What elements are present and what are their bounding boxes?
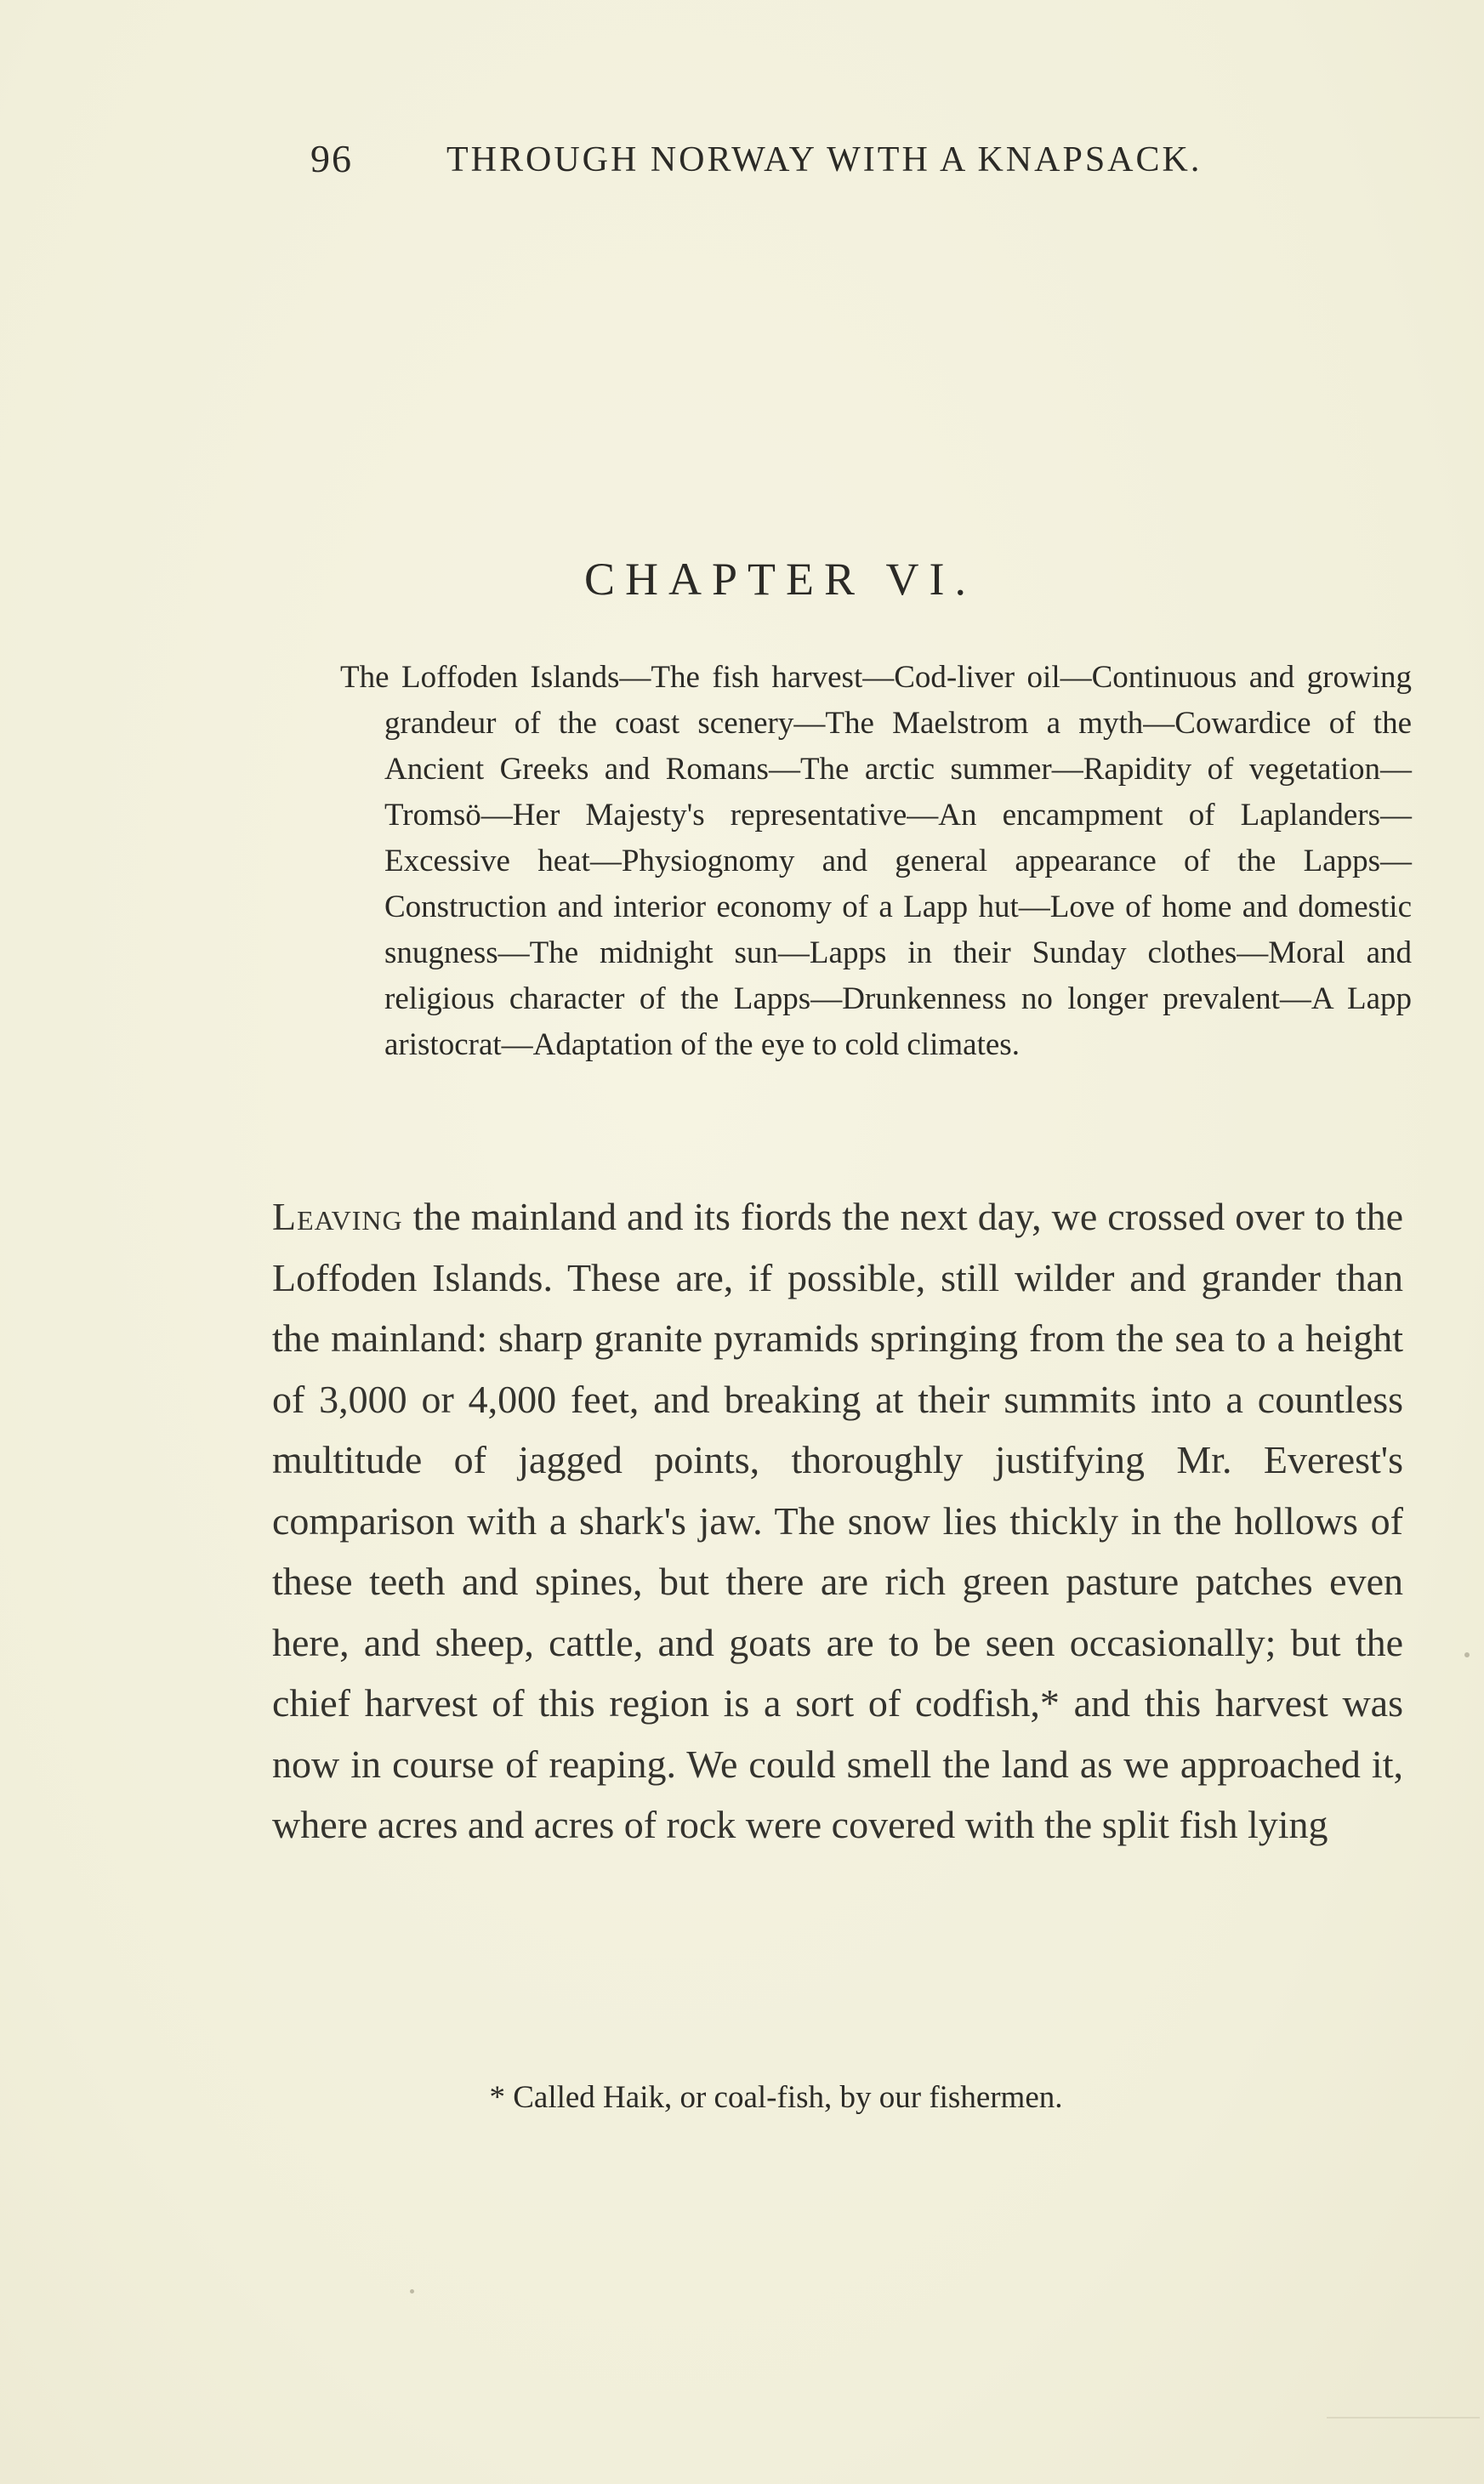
footnote: * Called Haik, or coal-fish, by our fishermen. [489,2080,1063,2115]
paper-speck [410,2289,414,2294]
lead-word: Leaving [272,1195,403,1238]
paper-edge-mark [1327,2417,1480,2419]
page-number: 96 [310,137,353,180]
chapter-title: CHAPTER VI. [583,554,977,605]
body-text: the mainland and its fiords the next day, we crossed over to the Loffoden Islands. These are, if possible, still wilder and grander than the mainland: sharp granite pyramids springing from the sea to a height of 3,000 or 4,000 feet, and breaking at their summits into a countless multitude of jagged points, thoroughly justifying Mr. Everest's comparison with a shark's jaw. The snow lies thickly in the hollows of these teeth and spines, but there are rich green pasture patches even here, and sheep, cattle, and goats are to be seen occasionally; but the chief harvest of this region is a sort of codfish,* and this harvest was now in course of reaping. We could smell the land as we approached it, where acres and acres of rock were covered with the split fish lying [272,1195,1403,1846]
running-head [310,136,1314,196]
chapter-synopsis: The Loffoden Islands—The fish harvest—Cod-liver oil—Continuous and growing grandeur of the coast scenery—The Maelstrom a myth—Cowardice of the Ancient Greeks and Romans—The arctic summer—Rapidity of vegetation—Tromsö—Her Majesty's representative—An encampment of Laplanders—Excessive heat—Physiognomy and general appearance of the Lapps—Construction and interior economy of a Lapp hut—Love of home and domestic snugness—The midnight sun—Lapps in their Sunday clothes—Moral and religious character of the Lapps—Drunkenness no longer prevalent—A Lapp aristocrat—Adaptation of the eye to cold climates. [340,660,1412,1062]
paper-speck [1464,1652,1470,1657]
body-paragraph [272,1186,1403,1856]
running-title: THROUGH NORWAY WITH A KNAPSACK. [446,140,1203,179]
